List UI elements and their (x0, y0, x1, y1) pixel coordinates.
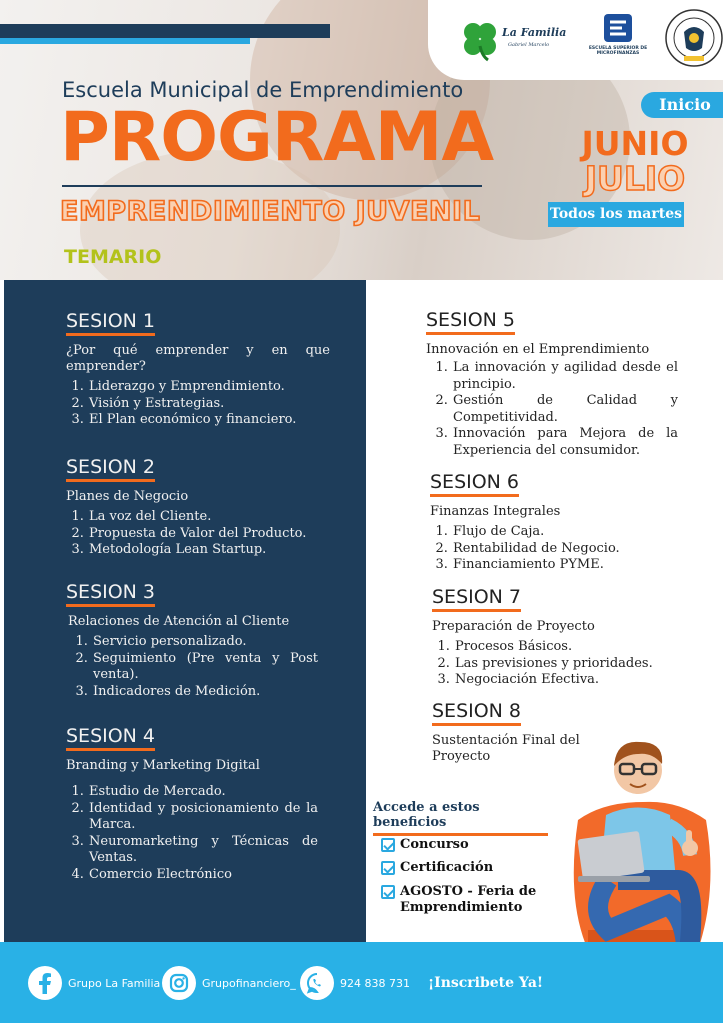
topic-item: 3. Financiamiento PYME. (452, 557, 678, 574)
header-stripe-accent (0, 38, 250, 44)
checkbox-icon (381, 838, 395, 852)
topic-item: 1. Flujo de Caja. (452, 524, 678, 541)
session-intro: ¿Por qué emprender y en que emprender? (66, 343, 330, 374)
checkbox-icon (381, 885, 395, 899)
instagram-label: Grupofinanciero_ (202, 976, 296, 990)
month-june: JUNIO (581, 124, 689, 163)
start-badge: Inicio (641, 92, 723, 118)
session-topics (430, 524, 678, 574)
session-topics (66, 379, 330, 429)
benefit-label: Certificación (400, 860, 494, 875)
topic-item: 3. Indicadores de Medición. (92, 684, 318, 701)
topic-item: 2. Visión y Estrategias. (88, 396, 330, 413)
footer-bar (0, 942, 723, 1023)
benefits-title: Accede a estos beneficios (373, 800, 548, 836)
title-divider (62, 185, 482, 187)
topic-item: 2. Las previsiones y prioridades. (454, 656, 678, 673)
session-topics (66, 509, 330, 559)
clover-icon (458, 18, 502, 62)
session-title: SESION 6 (430, 471, 519, 497)
whatsapp-link[interactable] (300, 966, 410, 1000)
session-topics (432, 639, 678, 689)
topic-item: 3. Negociación Efectiva. (454, 672, 678, 689)
la-familia-brand: La Familia (502, 26, 567, 39)
topic-item: 3. Neuromarketing y Técnicas de Ventas. (88, 834, 318, 867)
whatsapp-number: 924 838 731 (340, 976, 410, 990)
session-title: SESION 2 (66, 456, 155, 482)
topic-item: 3. Innovación para Mejora de la Experiencia del consumidor. (452, 426, 678, 459)
session-intro: Innovación en el Emprendimiento (426, 342, 650, 357)
topic-item: 1. La innovación y agilidad desde el principio. (452, 360, 678, 393)
municipalidad-seal (664, 8, 723, 68)
benefit-label: AGOSTO - Feria de Emprendimiento (400, 884, 537, 915)
logos-panel (428, 0, 723, 80)
session-topics (66, 784, 318, 883)
session-title: SESION 5 (426, 309, 515, 335)
session-intro: Planes de Negocio (66, 489, 189, 504)
topic-item: 1. Procesos Básicos. (454, 639, 678, 656)
session-1 (66, 310, 330, 429)
facebook-icon (28, 966, 62, 1000)
session-7 (432, 586, 678, 689)
instagram-icon (162, 966, 196, 1000)
program-title: PROGRAMA (60, 98, 494, 177)
topic-item: 3. El Plan económico y financiero. (88, 412, 330, 429)
header-banner (0, 0, 723, 280)
topic-item: 4. Comercio Electrónico (88, 867, 318, 884)
facebook-label: Grupo La Familia (68, 976, 161, 990)
header-stripe (0, 24, 330, 38)
facebook-link[interactable] (28, 966, 160, 1000)
la-familia-logo (458, 18, 567, 62)
schedule-badge: Todos los martes (548, 202, 684, 227)
instagram-link[interactable] (162, 966, 296, 1000)
session-intro: Preparación de Proyecto (432, 619, 595, 634)
session-4 (66, 725, 318, 883)
escuela-logo-text: ESCUELA SUPERIOR DE MICROFINANZAS (588, 46, 648, 56)
topic-item: 2. Gestión de Calidad y Competitividad. (452, 393, 678, 426)
session-title: SESION 7 (432, 586, 521, 612)
topic-item: 1. Servicio personalizado. (92, 634, 318, 651)
topic-item: 2. Rentabilidad de Negocio. (452, 541, 678, 558)
session-title: SESION 3 (66, 581, 155, 607)
session-topics (426, 360, 678, 459)
la-familia-tagline: Gabriel Marcelo (508, 42, 550, 48)
whatsapp-icon (300, 966, 334, 1000)
session-topics (66, 634, 318, 700)
topic-item: 2. Seguimiento (Pre venta y Post venta). (92, 651, 318, 684)
session-5 (426, 309, 678, 459)
session-title: SESION 1 (66, 310, 155, 336)
session-intro: Finanzas Integrales (430, 504, 561, 519)
session-intro: Branding y Marketing Digital (66, 758, 260, 773)
topic-item: 2. Identidad y posicionamiento de la Marca. (88, 801, 318, 834)
benefits-list (382, 838, 552, 928)
session-intro: Relaciones de Atención al Cliente (68, 614, 290, 629)
session-intro: Sustentación Final del Proyecto (432, 733, 580, 764)
signup-cta[interactable]: ¡Inscribete Ya! (428, 975, 544, 991)
escuela-logo (588, 12, 648, 72)
session-3 (66, 581, 318, 700)
benefit-label: Concurso (400, 837, 469, 852)
checkbox-icon (381, 861, 395, 875)
topic-item: 1. Liderazgo y Emprendimiento. (88, 379, 330, 396)
session-title: SESION 4 (66, 725, 155, 751)
topic-item: 3. Metodología Lean Startup. (88, 542, 330, 559)
topic-item: 1. Estudio de Mercado. (88, 784, 318, 801)
program-subtitle: EMPRENDIMIENTO JUVENIL (60, 196, 481, 227)
topic-item: 2. Propuesta de Valor del Producto. (88, 526, 330, 543)
session-title: SESION 8 (432, 700, 521, 726)
session-6 (430, 471, 678, 574)
temario-heading: TEMARIO (64, 246, 162, 268)
session-2 (66, 456, 330, 559)
seal-icon (664, 8, 723, 68)
benefits-box (373, 800, 548, 836)
school-name: Escuela Municipal de Emprendimiento (62, 78, 464, 102)
month-july: JULIO (584, 159, 686, 198)
topic-item: 1. La voz del Cliente. (88, 509, 330, 526)
